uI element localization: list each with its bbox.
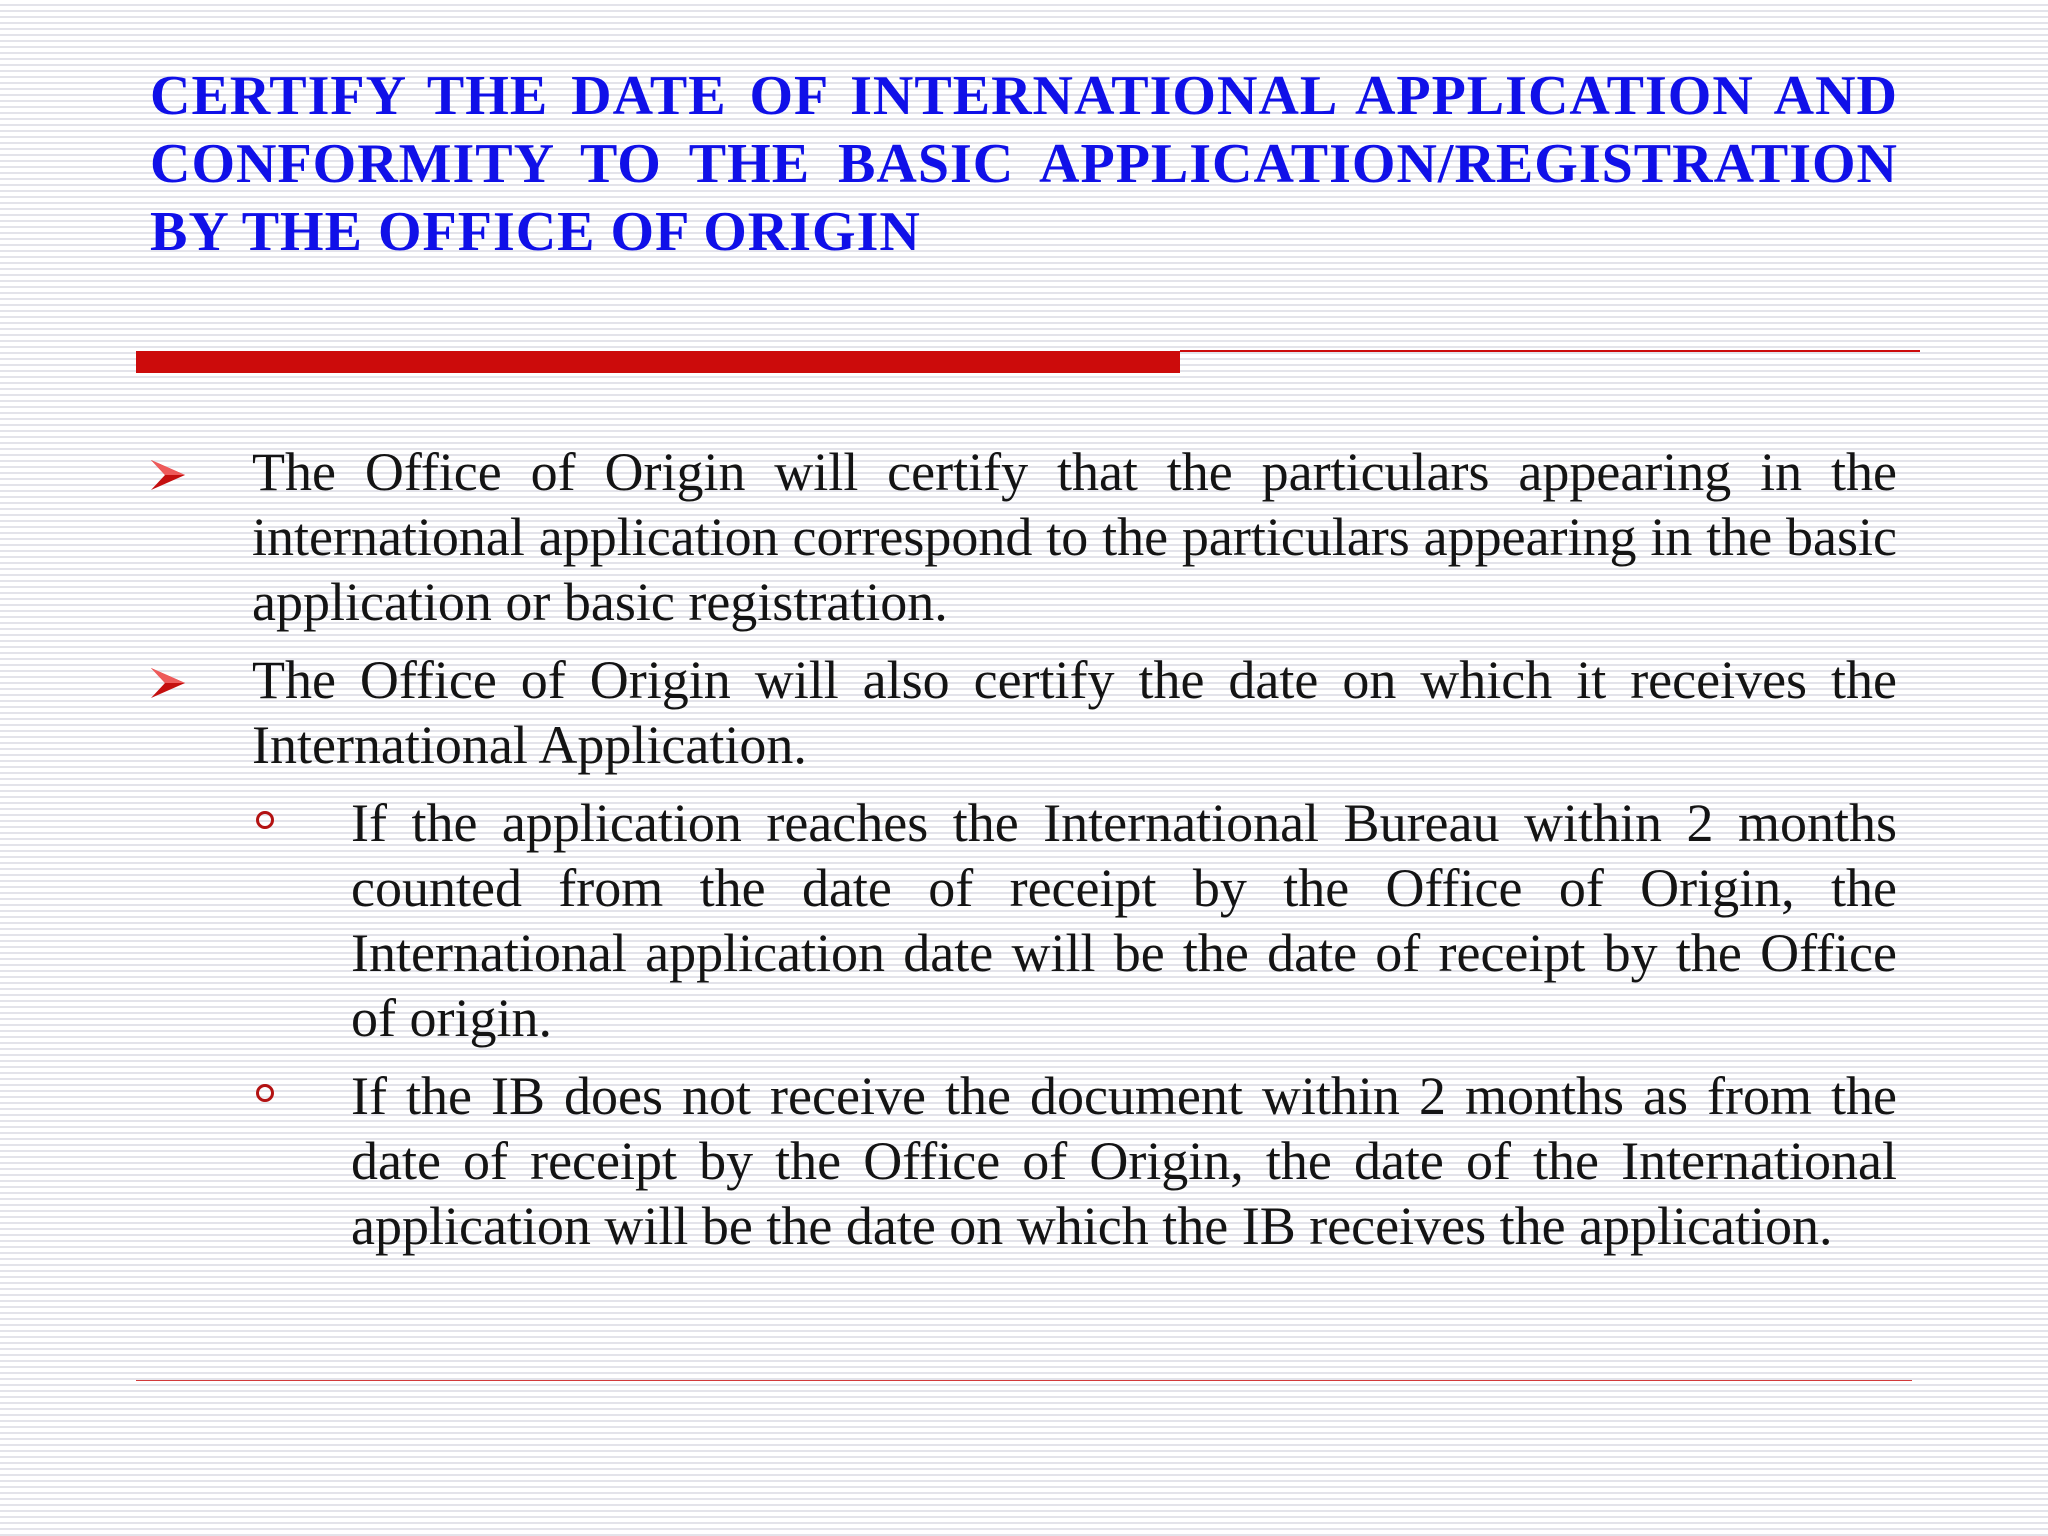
title-underline-thin <box>1180 350 1920 352</box>
bullet-item <box>252 648 1897 778</box>
bullet-text: The Office of Origin will certify that the particulars appearing in the international application correspond to the particulars appearing in the basic application or basic registration. <box>252 442 1897 632</box>
circle-bullet-icon <box>256 811 274 829</box>
arrow-bullet-icon <box>150 458 186 492</box>
footer-divider <box>136 1380 1912 1381</box>
sub-bullet-item <box>351 1064 1897 1259</box>
slide-body <box>0 440 2048 1272</box>
bullet-item <box>252 440 1897 635</box>
sub-bullet-text: If the application reaches the International Bureau within 2 months counted from the date of receipt by the Office of Origin, the International application date will be the date of receipt by the Office of origin. <box>351 793 1897 1048</box>
title-underline-thick <box>136 351 1180 373</box>
sub-bullet-text: If the IB does not receive the document within 2 months as from the date of receipt by the Office of Origin, the date of the International application will be the date on which the IB receives the application. <box>351 1066 1897 1256</box>
circle-bullet-icon <box>256 1084 274 1102</box>
arrow-bullet-icon <box>150 666 186 700</box>
sub-bullet-item <box>351 791 1897 1051</box>
slide-title: CERTIFY THE DATE OF INTERNATIONAL APPLICATION AND CONFORMITY TO THE BASIC APPLICATION/REGISTRATION BY THE OFFICE OF ORIGIN <box>150 65 1898 263</box>
bullet-text: The Office of Origin will also certify the date on which it receives the International Application. <box>252 650 1897 775</box>
